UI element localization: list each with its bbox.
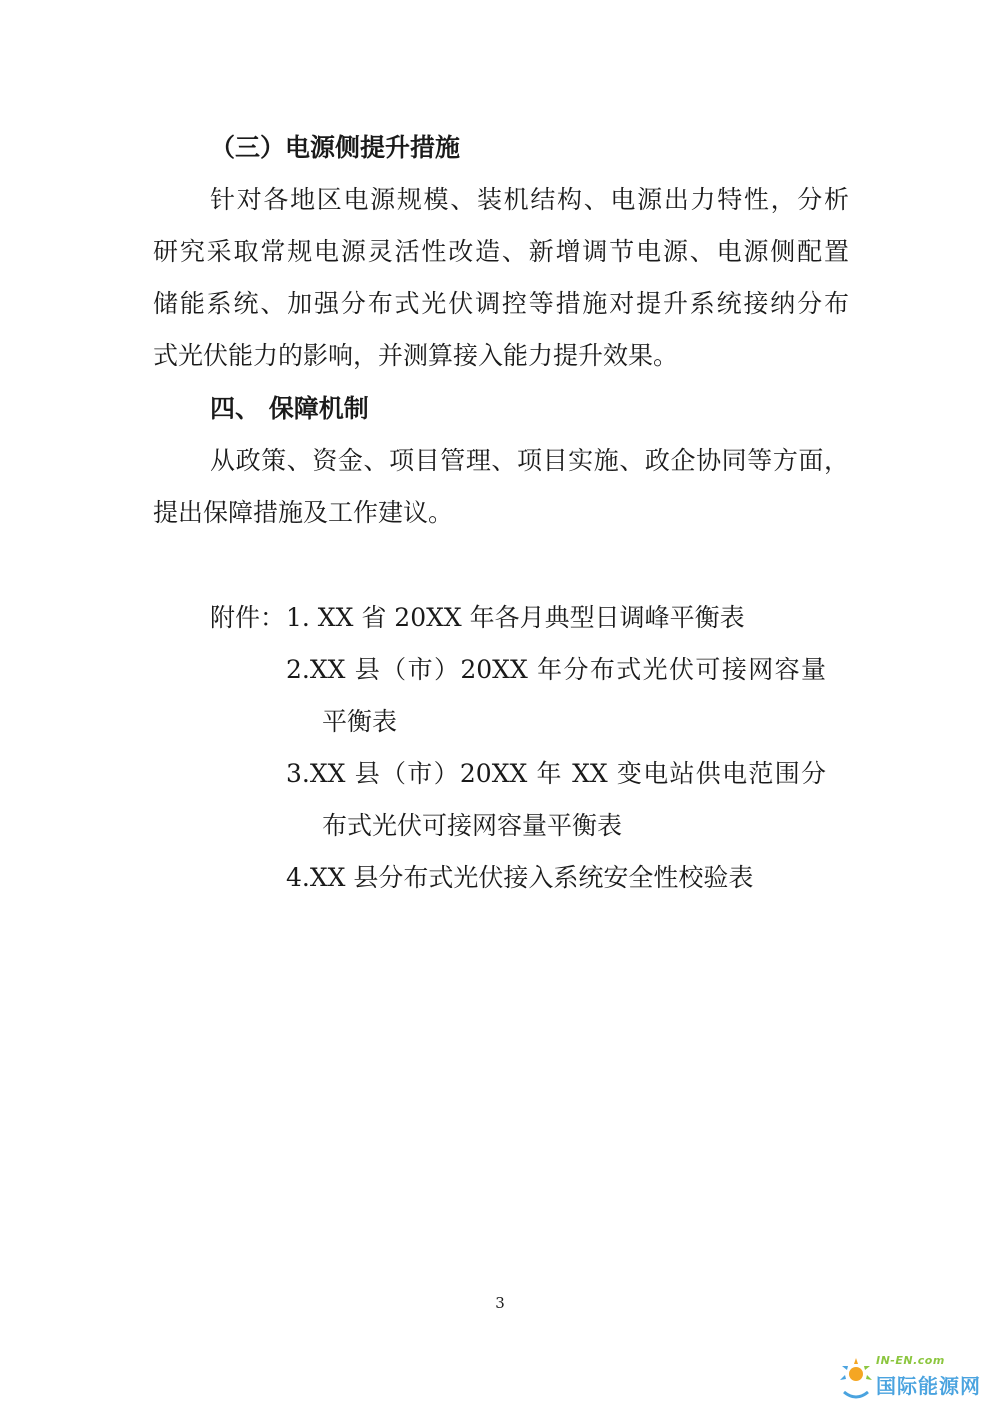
watermark-cn-text: 国际能源网: [876, 1374, 981, 1398]
attachment-3-line-1: 3.XX 县（市）20XX 年 XX 变电站供电范围分: [286, 759, 826, 788]
watermark-en-text: IN-EN.com: [876, 1354, 945, 1367]
attachments-label: 附件：: [210, 603, 286, 632]
attachment-4-line-1: 4.XX 县分布式光伏接入系统安全性校验表: [286, 863, 754, 892]
section-4-paragraph-line-2: 提出保障措施及工作建议。: [153, 498, 454, 527]
attachment-1-line-1: 1. XX 省 20XX 年各月典型日调峰平衡表: [286, 603, 745, 632]
section-3-paragraph-line-4: 式光伏能力的影响，并测算接入能力提升效果。: [153, 341, 679, 370]
sun-logo-icon: [836, 1356, 876, 1402]
attachment-2-line-1: 2.XX 县（市）20XX 年分布式光伏可接网容量: [286, 655, 826, 684]
section-3-paragraph-line-3: 储能系统、加强分布式光伏调控等措施对提升系统接纳分布: [153, 289, 849, 318]
section-4-paragraph-line-1: 从政策、资金、项目管理、项目实施、政企协同等方面，: [210, 446, 849, 475]
section-3-paragraph-line-1: 针对各地区电源规模、装机结构、电源出力特性，分析: [210, 185, 849, 214]
section-3-heading: （三）电源侧提升措施: [210, 133, 461, 162]
attachment-2-line-2: 平衡表: [322, 707, 398, 736]
watermark-logo: [836, 1354, 986, 1406]
page-number: 3: [495, 1294, 505, 1312]
section-3-paragraph-line-2: 研究采取常规电源灵活性改造、新增调节电源、电源侧配置: [153, 237, 849, 266]
attachment-3-line-2: 布式光伏可接网容量平衡表: [322, 811, 623, 840]
section-4-heading: 四、 保障机制: [210, 394, 369, 423]
